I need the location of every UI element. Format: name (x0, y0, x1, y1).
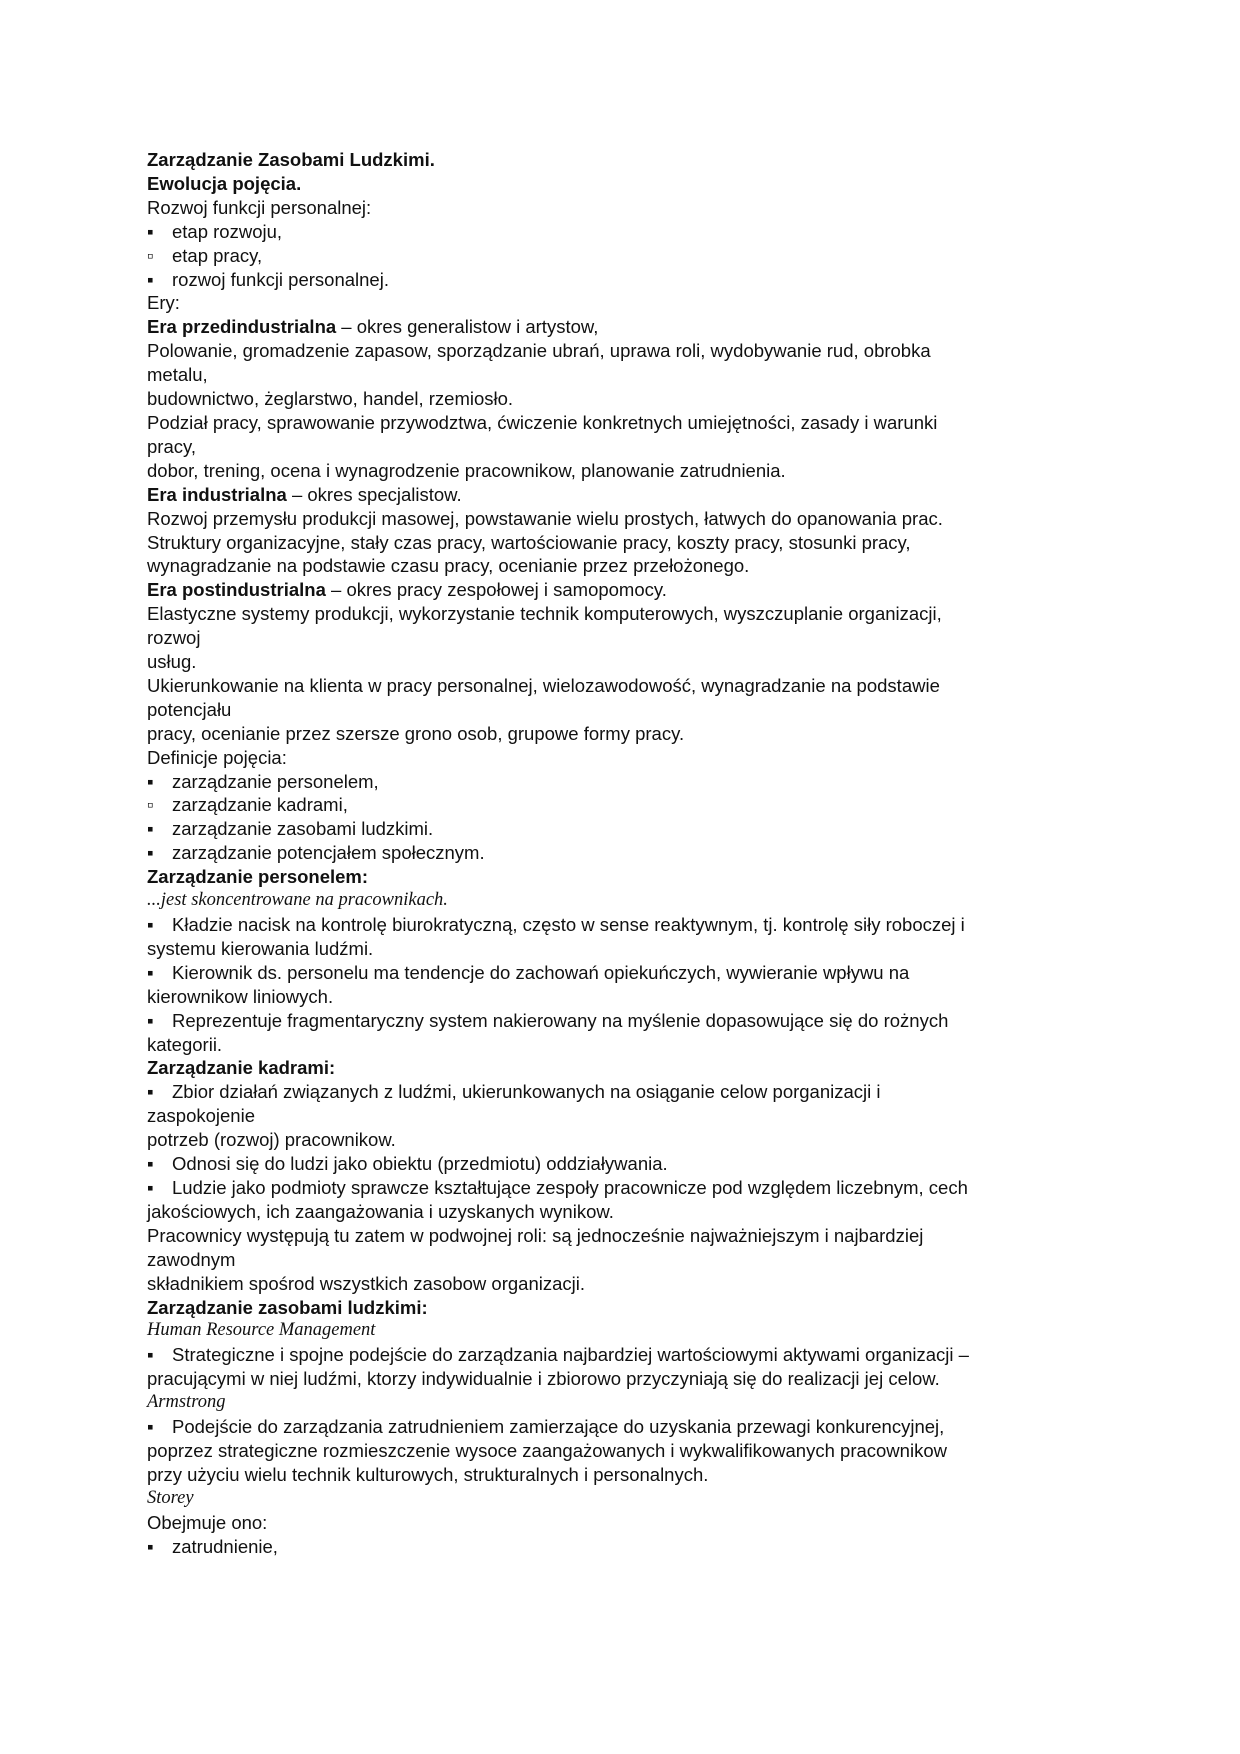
bullet-icon: ▫ (147, 244, 154, 266)
text-line: Ukierunkowanie na klienta w pracy personalnej, wielozawodowość, wynagradzanie na podstawie (147, 674, 940, 696)
italic-note: Storey (147, 1487, 194, 1508)
text-line: Rozwoj przemysłu produkcji masowej, powstawanie wielu prostych, łatwych do opanowania prac. (147, 507, 943, 529)
text-line: kierownikow liniowych. (147, 985, 334, 1007)
bullet-item (147, 1343, 1087, 1367)
bullet-text: Ludzie jako podmioty sprawcze kształtujące zespoły pracownicze pod względem liczebnym, cech (172, 1176, 968, 1198)
text-line: poprzez strategiczne rozmieszczenie wysoce zaangażowanych i wykwalifikowanych pracownikow (147, 1439, 947, 1461)
text-line: jakościowych, ich zaangażowania i uzyskanych wynikow. (147, 1200, 614, 1222)
bullet-icon: ▪ (147, 1344, 154, 1366)
bullet-item (147, 244, 1087, 268)
text-line: potencjału (147, 698, 232, 720)
era-paragraph (147, 483, 1087, 507)
bullet-text: zarządzanie kadrami, (172, 794, 348, 816)
section-heading: Zarządzanie personelem: (147, 866, 369, 888)
text-line: dobor, trening, ocena i wynagrodzenie pracownikow, planowanie zatrudnienia. (147, 459, 786, 481)
bullet-text: zatrudnienie, (172, 1535, 278, 1557)
text-line: pracy, ocenianie przez szersze grono osob, grupowe formy pracy. (147, 722, 685, 744)
text-line: metalu, (147, 364, 208, 386)
bullet-text: etap pracy, (172, 244, 263, 266)
document-body (147, 148, 1087, 1558)
text-line: kategorii. (147, 1033, 223, 1055)
bullet-text: zarządzanie potencjałem społecznym. (172, 842, 485, 864)
bullet-text: rozwoj funkcji personalnej. (172, 268, 389, 290)
bullet-icon: ▫ (147, 794, 154, 816)
bullet-text: etap rozwoju, (172, 220, 283, 242)
bullet-item (147, 793, 1087, 817)
bullet-icon: ▪ (147, 1081, 154, 1103)
text-line: Elastyczne systemy produkcji, wykorzystanie technik komputerowych, wyszczuplanie organizacji, (147, 603, 942, 625)
italic-note: Human Resource Management (147, 1320, 376, 1341)
bullet-text: Kierownik ds. personelu ma tendencje do zachowań opiekuńczych, wywieranie wpływu na (172, 961, 910, 983)
era-title: Era przedindustrialna (147, 316, 337, 338)
bullet-text: zarządzanie personelem, (172, 770, 379, 792)
text-line: przy użyciu wielu technik kulturowych, strukturalnych i personalnych. (147, 1463, 709, 1485)
text-line: Obejmuje ono: (147, 1511, 268, 1533)
text-line: Ery: (147, 292, 180, 314)
bullet-item (147, 220, 1087, 244)
bullet-item (147, 1080, 1087, 1104)
text-line: Pracownicy występują tu zatem w podwojnej roli: są jednocześnie najważniejszym i najbardziej (147, 1224, 924, 1246)
era-title: Era industrialna (147, 483, 287, 505)
era-paragraph (147, 315, 1087, 339)
section-heading: Zarządzanie zasobami ludzkimi: (147, 1296, 428, 1318)
era-description: – okres pracy zespołowej i samopomocy. (325, 579, 667, 601)
bullet-text: Reprezentuje fragmentaryczny system nakierowany na myślenie dopasowujące się do rożnych (172, 1009, 949, 1031)
bullet-icon: ▪ (147, 770, 154, 792)
text-line: Struktury organizacyjne, stały czas pracy, wartościowanie pracy, koszty pracy, stosunki pracy, (147, 531, 911, 553)
bullet-item (147, 817, 1087, 841)
text-line: wynagradzanie na podstawie czasu pracy, ocenianie przez przełożonego. (147, 555, 750, 577)
text-line: Polowanie, gromadzenie zapasow, sporządzanie ubrań, uprawa roli, wydobywanie rud, obrobka (147, 340, 931, 362)
bullet-icon: ▪ (147, 1009, 154, 1031)
text-line: rozwoj (147, 627, 201, 649)
bullet-item (147, 268, 1087, 292)
bullet-item (147, 1176, 1087, 1200)
section-heading: Zarządzanie kadrami: (147, 1057, 336, 1079)
era-title: Era postindustrialna (147, 579, 326, 601)
text-line: systemu kierowania ludźmi. (147, 937, 374, 959)
bullet-text: Podejście do zarządzania zatrudnieniem zamierzające do uzyskania przewagi konkurencyjnej, (172, 1416, 945, 1438)
bullet-icon: ▪ (147, 1535, 154, 1557)
text-line: budownictwo, żeglarstwo, handel, rzemiosło. (147, 388, 514, 410)
text-line: zaspokojenie (147, 1105, 255, 1127)
bullet-text: zarządzanie zasobami ludzkimi. (172, 818, 434, 840)
bullet-text: Kładzie nacisk na kontrolę biurokratyczną, często w sense reaktywnym, tj. kontrolę siły roboczej i (172, 914, 965, 935)
text-line: Definicje pojęcia: (147, 746, 287, 768)
bullet-item (147, 1009, 1087, 1033)
text-line: pracy, (147, 435, 197, 457)
bullet-text: Zbior działań związanych z ludźmi, ukierunkowanych na osiąganie celow porganizacji i (172, 1081, 881, 1103)
text-line: Rozwoj funkcji personalnej: (147, 196, 372, 218)
era-description: – okres generalistow i artystow, (336, 316, 599, 338)
bullet-icon: ▪ (147, 1416, 154, 1438)
italic-note: ...jest skoncentrowane na pracownikach. (147, 890, 448, 911)
bullet-icon: ▪ (147, 1153, 154, 1175)
text-line: pracującymi w niej ludźmi, ktorzy indywidualnie i zbiorowo przyczyniają się do realizacji jej celow. (147, 1368, 940, 1390)
bullet-item (147, 961, 1087, 985)
bullet-item (147, 1415, 1087, 1439)
text-line: Podział pracy, sprawowanie przywodztwa, ćwiczenie konkretnych umiejętności, zasady i warunki (147, 411, 938, 433)
bullet-text: Strategiczne i spojne podejście do zarządzania najbardziej wartościowymi aktywami organizacji – (172, 1344, 969, 1366)
era-description: – okres specjalistow. (286, 483, 462, 505)
text-line: usług. (147, 651, 197, 673)
bullet-icon: ▪ (147, 1176, 154, 1198)
text-line: składnikiem spośrod wszystkich zasobow organizacji. (147, 1272, 586, 1294)
bullet-icon: ▪ (147, 842, 154, 864)
bullet-icon: ▪ (147, 220, 154, 242)
bullet-text: Odnosi się do ludzi jako obiektu (przedmiotu) oddziaływania. (172, 1153, 668, 1175)
bullet-item (147, 1152, 1087, 1176)
bullet-item (147, 1535, 1087, 1559)
bullet-item (147, 913, 1087, 937)
section-heading: Zarządzanie Zasobami Ludzkimi. (147, 149, 435, 170)
section-heading: Ewolucja pojęcia. (147, 172, 302, 194)
text-line: zawodnym (147, 1248, 236, 1270)
bullet-icon: ▪ (147, 268, 154, 290)
text-line: potrzeb (rozwoj) pracownikow. (147, 1129, 396, 1151)
era-paragraph (147, 578, 1087, 602)
bullet-icon: ▪ (147, 961, 154, 983)
bullet-item (147, 841, 1087, 865)
italic-note: Armstrong (147, 1392, 226, 1413)
bullet-item (147, 770, 1087, 794)
bullet-icon: ▪ (147, 914, 154, 935)
bullet-icon: ▪ (147, 818, 154, 840)
